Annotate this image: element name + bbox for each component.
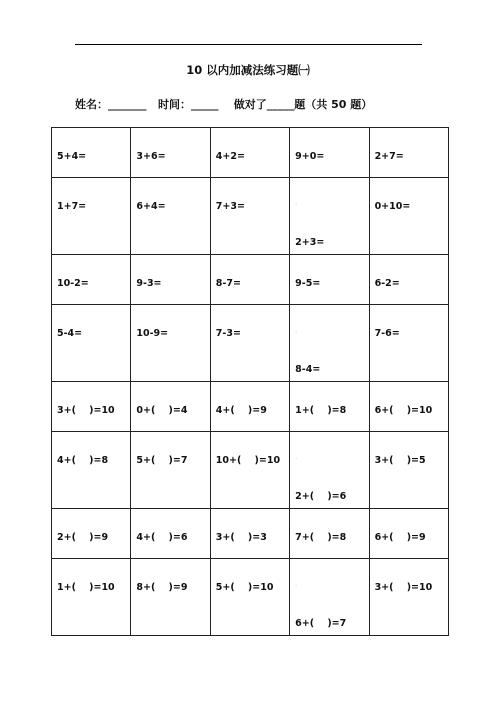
exercise-question: 5-4=: [57, 328, 83, 339]
exercise-question: 4+( )=6: [136, 532, 188, 543]
exercise-question: 5+4=: [57, 151, 87, 162]
exercise-cell: [210, 178, 289, 255]
exercise-question: 10+( )=10: [215, 455, 281, 466]
exercise-question: 6+( )=7: [295, 618, 347, 629]
exercise-table: [51, 127, 449, 636]
exercise-question: 0+10=: [374, 201, 411, 212]
exercise-cell: [52, 559, 131, 636]
exercise-cell: [52, 128, 131, 178]
exercise-cell: [290, 382, 369, 432]
exercise-question: 0+( )=4: [136, 405, 188, 416]
exercise-cell: [131, 305, 210, 382]
exercise-question: 4+2=: [215, 151, 245, 162]
exercise-question: 3+( )=10: [374, 582, 433, 593]
exercise-cell: [131, 382, 210, 432]
exercise-cell: [131, 509, 210, 559]
exercise-cell: [290, 178, 369, 255]
table-row: [52, 128, 449, 178]
table-row: [52, 382, 449, 432]
exercise-question: 3+( )=3: [215, 532, 267, 543]
exercise-question: 1+( )=8: [295, 405, 347, 416]
exercise-question: 2+3=: [295, 237, 325, 248]
faint-mark: ·: [295, 456, 298, 463]
table-row: [52, 255, 449, 305]
exercise-question: 6+4=: [136, 201, 166, 212]
table-row: [52, 559, 449, 636]
exercise-question: 7-3=: [215, 328, 241, 339]
exercise-cell: [52, 305, 131, 382]
exercise-question: 4+( )=8: [57, 455, 109, 466]
exercise-cell: [210, 382, 289, 432]
top-rule: [75, 44, 422, 45]
exercise-question: 6+( )=10: [374, 405, 433, 416]
exercise-cell: [52, 432, 131, 509]
exercise-question: 6-2=: [374, 278, 400, 289]
exercise-cell: [210, 128, 289, 178]
exercise-cell: [131, 432, 210, 509]
exercise-question: 2+( )=9: [57, 532, 109, 543]
exercise-cell: [369, 128, 448, 178]
exercise-cell: [52, 509, 131, 559]
exercise-cell: [131, 255, 210, 305]
exercise-question: 3+6=: [136, 151, 166, 162]
exercise-question: 7+( )=8: [295, 532, 347, 543]
exercise-cell: [369, 255, 448, 305]
exercise-question: 8-4=: [295, 364, 321, 375]
table-row: [52, 305, 449, 382]
exercise-cell: [369, 382, 448, 432]
faint-mark: ·: [295, 202, 298, 209]
faint-mark: ·: [295, 329, 298, 336]
exercise-cell: [131, 178, 210, 255]
exercise-cell: [290, 559, 369, 636]
exercise-cell: [210, 432, 289, 509]
exercise-question: 4+( )=9: [215, 405, 267, 416]
exercise-cell: [52, 255, 131, 305]
exercise-cell: [290, 509, 369, 559]
exercise-cell: [131, 559, 210, 636]
exercise-question: 1+7=: [57, 201, 87, 212]
exercise-cell: [210, 509, 289, 559]
table-row: [52, 509, 449, 559]
exercise-cell: [52, 382, 131, 432]
exercise-cell: [369, 432, 448, 509]
exercise-cell: [290, 432, 369, 509]
exercise-question: 8+( )=9: [136, 582, 188, 593]
exercise-question: 5+( )=10: [215, 582, 274, 593]
exercise-question: 6+( )=9: [374, 532, 426, 543]
exercise-cell: [290, 128, 369, 178]
exercise-cell: [369, 305, 448, 382]
exercise-question: 5+( )=7: [136, 455, 188, 466]
table-row: [52, 178, 449, 255]
faint-mark: ·: [295, 583, 298, 590]
table-row: [52, 432, 449, 509]
exercise-question: 10-2=: [57, 278, 89, 289]
exercise-question: 10-9=: [136, 328, 169, 339]
exercise-question: 3+( )=5: [374, 455, 426, 466]
exercise-cell: [210, 559, 289, 636]
exercise-cell: [52, 178, 131, 255]
exercise-question: 2+( )=6: [295, 491, 347, 502]
exercise-cell: [131, 128, 210, 178]
exercise-question: 9-5=: [295, 278, 321, 289]
exercise-cell: [369, 559, 448, 636]
exercise-cell: [369, 509, 448, 559]
exercise-question: 8-7=: [215, 278, 241, 289]
student-info-line: 姓名：_______ 时间：_____ 做对了_____题（共 50 题）: [75, 98, 373, 111]
exercise-question: 7-6=: [374, 328, 400, 339]
exercise-question: 2+7=: [374, 151, 404, 162]
exercise-cell: [290, 305, 369, 382]
exercise-cell: [290, 255, 369, 305]
exercise-cell: [210, 305, 289, 382]
exercise-question: 9+0=: [295, 151, 325, 162]
exercise-question: 7+3=: [215, 201, 245, 212]
exercise-question: 3+( )=10: [57, 405, 115, 416]
exercise-cell: [369, 178, 448, 255]
exercise-question: 1+( )=10: [57, 582, 115, 593]
exercise-cell: [210, 255, 289, 305]
page-title: 10 以内加减法练习题㈠: [186, 63, 310, 77]
exercise-question: 9-3=: [136, 278, 162, 289]
